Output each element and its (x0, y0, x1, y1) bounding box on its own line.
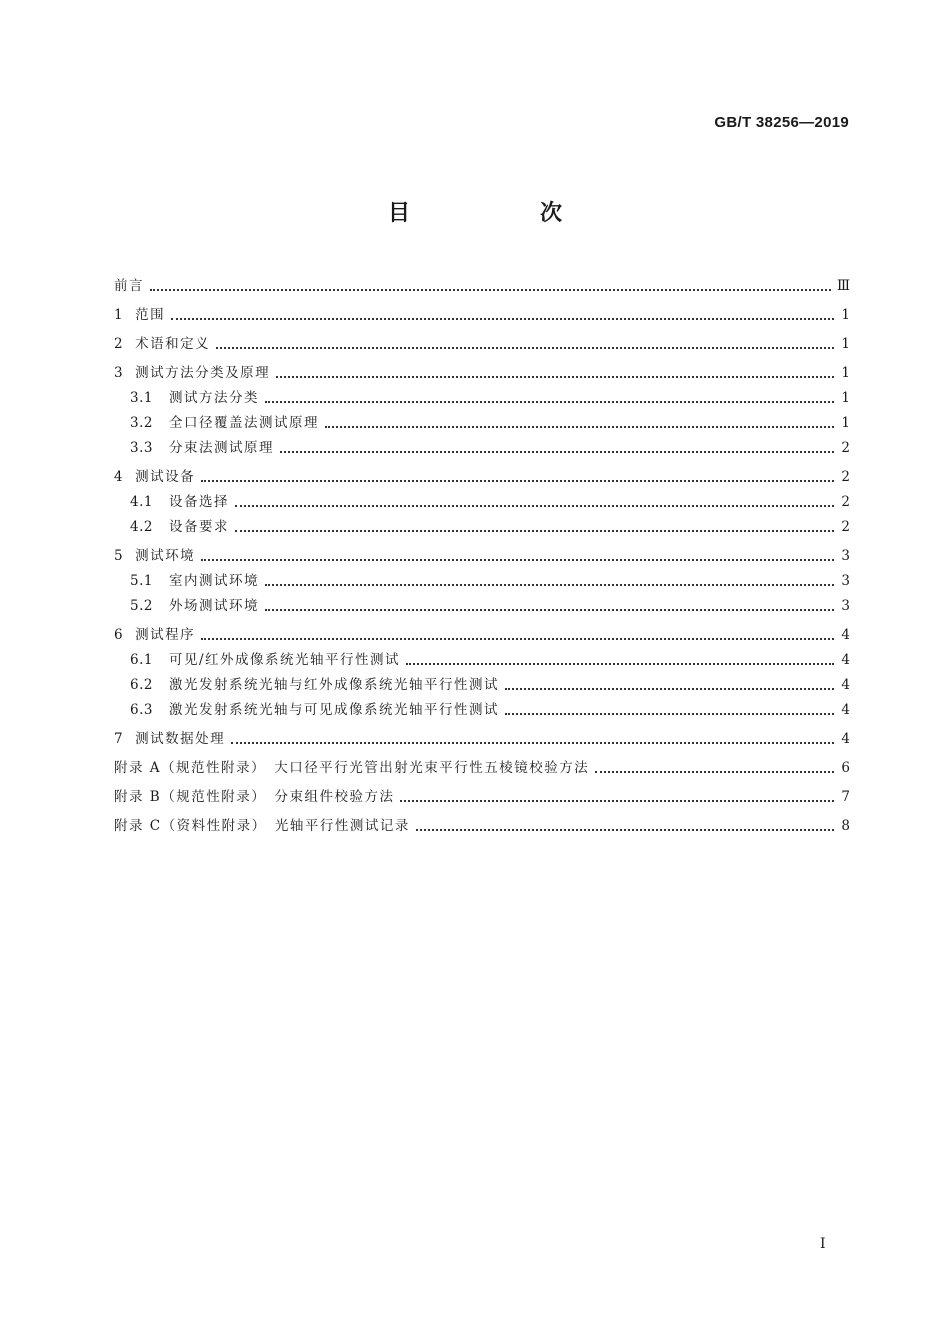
toc-entry-title: 激光发射系统光轴与可见成像系统光轴平行性测试 (168, 702, 499, 718)
toc-entry-page: 1 (841, 365, 850, 381)
toc-entry-page: 7 (841, 789, 850, 805)
toc-entry-number: 5.2 (130, 598, 153, 614)
toc-entry-number: 5 (114, 548, 124, 564)
toc-entry[interactable] (114, 385, 850, 410)
toc-entry-page: 4 (841, 677, 850, 693)
toc-dot-leader (235, 530, 834, 532)
toc-entry-number: 3.1 (130, 390, 153, 406)
toc-entry-number: 3 (114, 365, 124, 381)
toc-entry-page: 3 (841, 598, 850, 614)
toc-entry[interactable] (114, 539, 850, 568)
toc-entry-title: 附录 B（规范性附录） 分束组件校验方法 (114, 789, 395, 805)
toc-dot-leader (400, 800, 834, 802)
toc-dot-leader (416, 829, 834, 831)
toc-entry-title: 测试方法分类及原理 (135, 365, 271, 381)
toc-entry[interactable] (114, 489, 850, 514)
toc-entry-number: 6.1 (130, 652, 153, 668)
toc-dot-leader (406, 663, 834, 665)
toc-entry-title: 测试环境 (135, 548, 196, 564)
toc-entry-number: 1 (114, 307, 124, 323)
toc-entry[interactable] (114, 298, 850, 327)
toc-entry-page: 6 (841, 760, 850, 776)
toc-dot-leader (505, 713, 834, 715)
toc-entry-title: 外场测试环境 (168, 598, 259, 614)
toc-entry-title: 范围 (135, 307, 166, 323)
toc-dot-leader (201, 559, 834, 561)
toc-entry-title: 测试设备 (135, 469, 196, 485)
toc-entry-number: 4.1 (130, 494, 153, 510)
toc-entry-number: 4.2 (130, 519, 153, 535)
table-of-contents (114, 271, 850, 838)
toc-entry-page: 2 (841, 519, 850, 535)
toc-entry-title: 测试方法分类 (168, 390, 259, 406)
toc-entry-page: 2 (841, 469, 850, 485)
toc-entry-title: 附录 C（资料性附录） 光轴平行性测试记录 (114, 818, 410, 834)
toc-entry-number: 4 (114, 469, 124, 485)
toc-dot-leader (231, 742, 834, 744)
toc-entry-title: 术语和定义 (135, 336, 211, 352)
page-number: I (820, 1236, 826, 1252)
toc-dot-leader (265, 584, 834, 586)
toc-entry-page: 1 (841, 390, 850, 406)
toc-entry-page: 2 (841, 494, 850, 510)
toc-entry-page: 8 (841, 818, 850, 834)
toc-entry[interactable] (114, 514, 850, 539)
toc-dot-leader (595, 771, 834, 773)
toc-entry-page: 1 (841, 415, 850, 431)
toc-entry-number: 2 (114, 336, 124, 352)
toc-entry-page: 2 (841, 440, 850, 456)
toc-entry[interactable] (114, 722, 850, 751)
standard-code: GB/T 38256—2019 (714, 114, 849, 131)
toc-entry[interactable] (114, 697, 850, 722)
toc-entry[interactable] (114, 410, 850, 435)
toc-entry-title: 激光发射系统光轴与红外成像系统光轴平行性测试 (168, 677, 499, 693)
toc-dot-leader (265, 609, 834, 611)
toc-entry[interactable] (114, 593, 850, 618)
toc-entry-page: 4 (841, 702, 850, 718)
toc-dot-leader (265, 401, 834, 403)
toc-entry-number: 3.3 (130, 440, 153, 456)
toc-entry-title: 附录 A（规范性附录） 大口径平行光管出射光束平行性五棱镜校验方法 (114, 760, 590, 776)
toc-entry-title: 全口径覆盖法测试原理 (168, 415, 319, 431)
toc-entry[interactable] (114, 751, 850, 780)
toc-dot-leader (235, 505, 834, 507)
toc-entry-number: 5.1 (130, 573, 153, 589)
toc-entry-title: 室内测试环境 (168, 573, 259, 589)
toc-entry[interactable] (114, 618, 850, 647)
toc-entry[interactable] (114, 809, 850, 838)
toc-dot-leader (276, 376, 834, 378)
page-title: 目 次 (387, 201, 616, 226)
toc-entry-number: 3.2 (130, 415, 153, 431)
toc-dot-leader (325, 426, 834, 428)
toc-entry-number: 6.3 (130, 702, 153, 718)
toc-entry-number: 6.2 (130, 677, 153, 693)
toc-entry-page: 4 (841, 627, 850, 643)
toc-entry-title: 设备选择 (168, 494, 229, 510)
toc-entry[interactable] (114, 672, 850, 697)
toc-entry-page: 4 (841, 731, 850, 747)
toc-entry[interactable] (114, 435, 850, 460)
toc-dot-leader (505, 688, 834, 690)
toc-entry[interactable] (114, 327, 850, 356)
toc-entry-page: 1 (841, 336, 850, 352)
toc-dot-leader (216, 347, 834, 349)
toc-dot-leader (171, 318, 834, 320)
toc-dot-leader (150, 289, 831, 291)
toc-entry[interactable] (114, 647, 850, 672)
toc-entry-page: 4 (841, 652, 850, 668)
toc-dot-leader (201, 480, 834, 482)
toc-entry-page: 1 (841, 307, 850, 323)
toc-entry-page: 3 (841, 573, 850, 589)
toc-entry[interactable] (114, 271, 850, 298)
toc-entry[interactable] (114, 568, 850, 593)
toc-entry-number: 7 (114, 731, 124, 747)
toc-entry[interactable] (114, 780, 850, 809)
toc-entry-number: 6 (114, 627, 124, 643)
toc-dot-leader (280, 451, 834, 453)
toc-entry-page: Ⅲ (836, 278, 850, 294)
toc-entry-page: 3 (841, 548, 850, 564)
toc-entry-title: 可见/红外成像系统光轴平行性测试 (168, 652, 401, 668)
toc-entry-title: 设备要求 (168, 519, 229, 535)
toc-entry[interactable] (114, 356, 850, 385)
toc-entry-title: 分束法测试原理 (168, 440, 274, 456)
toc-dot-leader (201, 638, 834, 640)
toc-entry-title: 测试数据处理 (135, 731, 226, 747)
toc-entry-title: 测试程序 (135, 627, 196, 643)
toc-entry[interactable] (114, 460, 850, 489)
toc-entry-title: 前言 (114, 278, 144, 294)
